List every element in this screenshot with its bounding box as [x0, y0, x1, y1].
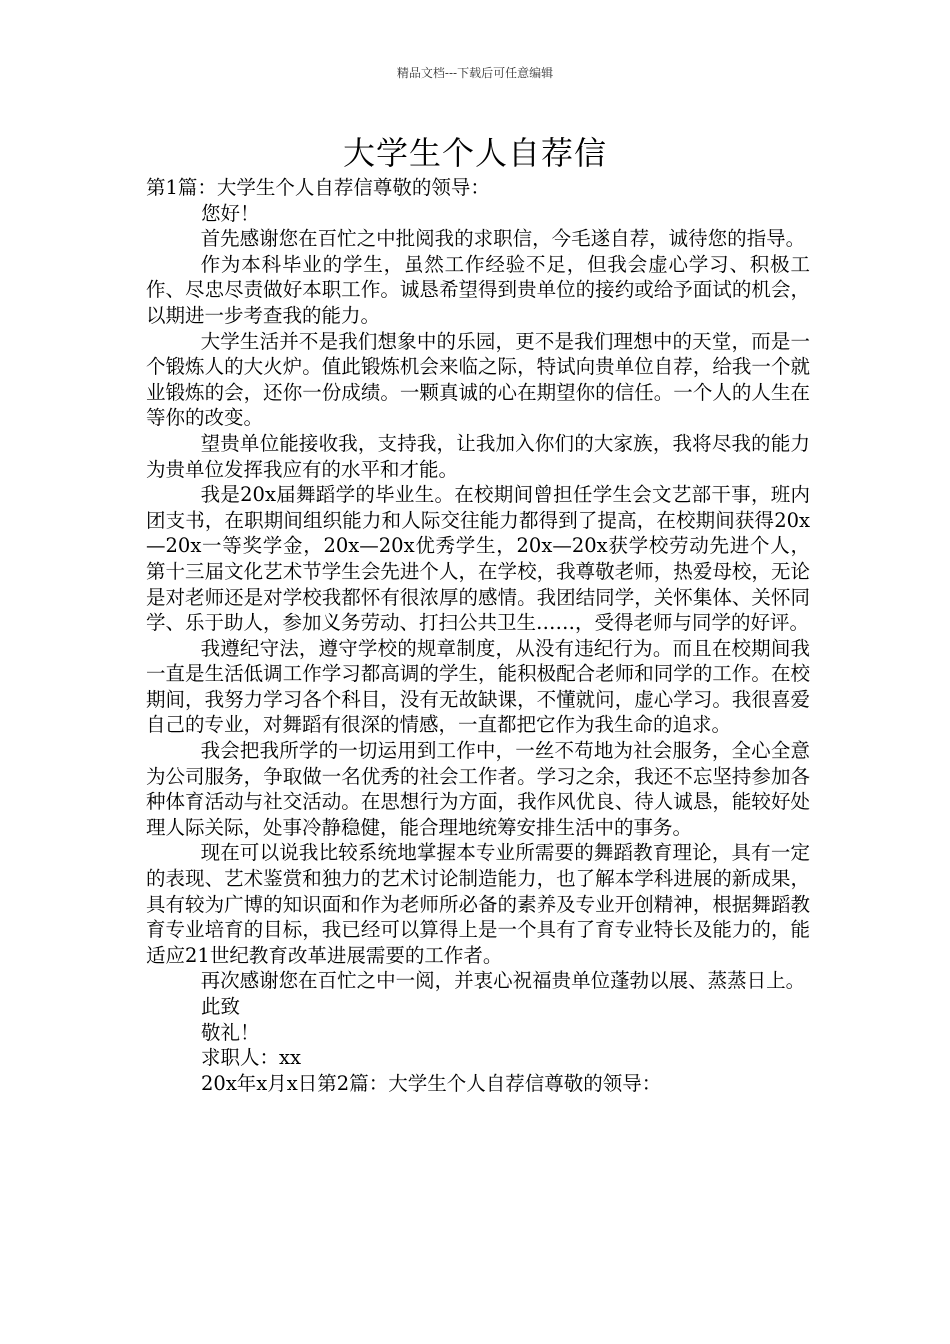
date-line: 20x年x月x日第2篇：大学生个人自荐信尊敬的领导：	[201, 1071, 662, 1095]
greeting: 您好！	[201, 201, 260, 225]
intro-line: 第1篇：大学生个人自荐信尊敬的领导：	[146, 176, 490, 199]
paragraph-7: 我会把我所学的一切运用到工作中，一丝不苟地为社会服务，全心全意为公司服务，争取做一名优秀的社会工作者。学习之余，我还不忘坚持参加各种体育活动与社交活动。在思想行为方面，我作风优良、待人诚恳，能较好处理人际关际，处事冷静稳健，能合理地统筹安排生活中的事务。	[146, 739, 810, 839]
paragraph-2: 作为本科毕业的学生，虽然工作经验不足，但我会虚心学习、积极工作、尽忠尽责做好本职工作。诚恳希望得到贵单位的接约或给予面试的机会，以期进一步考查我的能力。	[146, 252, 810, 327]
paragraph-5: 我是20x届舞蹈学的毕业生。在校期间曾担任学生会文艺部干事，班内团支书，在职期间组织能力和人际交往能力都得到了提高，在校期间获得20x—20x一等奖学金，20x—20x优秀学生，20x—20x获学校劳动先进个人，第十三届文化艺术节学生会先进个人，在学校，我尊敬老师，热爱母校，无论是对老师还是对学校我都怀有很浓厚的感情。我团结同学，关怀集体、关怀同学、乐于助人，参加义务劳动、打扫公共卫生……，受得老师与同学的好评。	[146, 483, 810, 635]
paragraph-1: 首先感谢您在百忙之中批阅我的求职信，今毛遂自荐，诚待您的指导。	[200, 227, 806, 251]
paragraph-6: 我遵纪守法，遵守学校的规章制度，从没有违纪行为。而且在校期间我一直是生活低调工作学习都高调的学生，能积极配合老师和同学的工作。在校期间，我努力学习各个科目，没有无故缺课，不懂就问，虚心学习。我很喜爱自己的专业，对舞蹈有很深的情感，一直都把它作为我生命的追求。	[146, 636, 810, 737]
closing-salutation: 此致	[201, 995, 241, 1018]
closing-regards: 敬礼！	[201, 1020, 260, 1044]
applicant-name: 求职人：xx	[201, 1046, 301, 1070]
header-note: 精品文档---下载后可任意编辑	[396, 66, 554, 80]
paragraph-4: 望贵单位能接收我，支持我，让我加入你们的大家族，我将尽我的能力为贵单位发挥我应有的水平和才能。	[146, 431, 810, 481]
document-title: 大学生个人自荐信	[342, 134, 607, 172]
letter-body	[146, 175, 810, 1096]
paragraph-8: 现在可以说我比较系统地掌握本专业所需要的舞蹈教育理论，具有一定的表现、艺术鉴赏和独力的艺术讨论制造能力，也了解本学科进展的新成果，具有较为广博的知识面和作为老师所必备的素养及专业开创精神，根据舞蹈教育专业培育的目标，我已经可以算得上是一个具有了育专业特长及能力的，能适应21世纪教育改革进展需要的工作者。	[146, 841, 810, 967]
paragraph-9: 再次感谢您在百忙之中一阅，并衷心祝福贵单位蓬勃以展、蒸蒸日上。	[200, 969, 806, 993]
paragraph-3: 大学生活并不是我们想象中的乐园，更不是我们理想中的天堂，而是一个锻炼人的大火炉。值此锻炼机会来临之际，特试向贵单位自荐，给我一个就业锻炼的会，还你一份成绩。一颗真诚的心在期望你的信任。一个人的人生在等你的改变。	[146, 329, 810, 430]
